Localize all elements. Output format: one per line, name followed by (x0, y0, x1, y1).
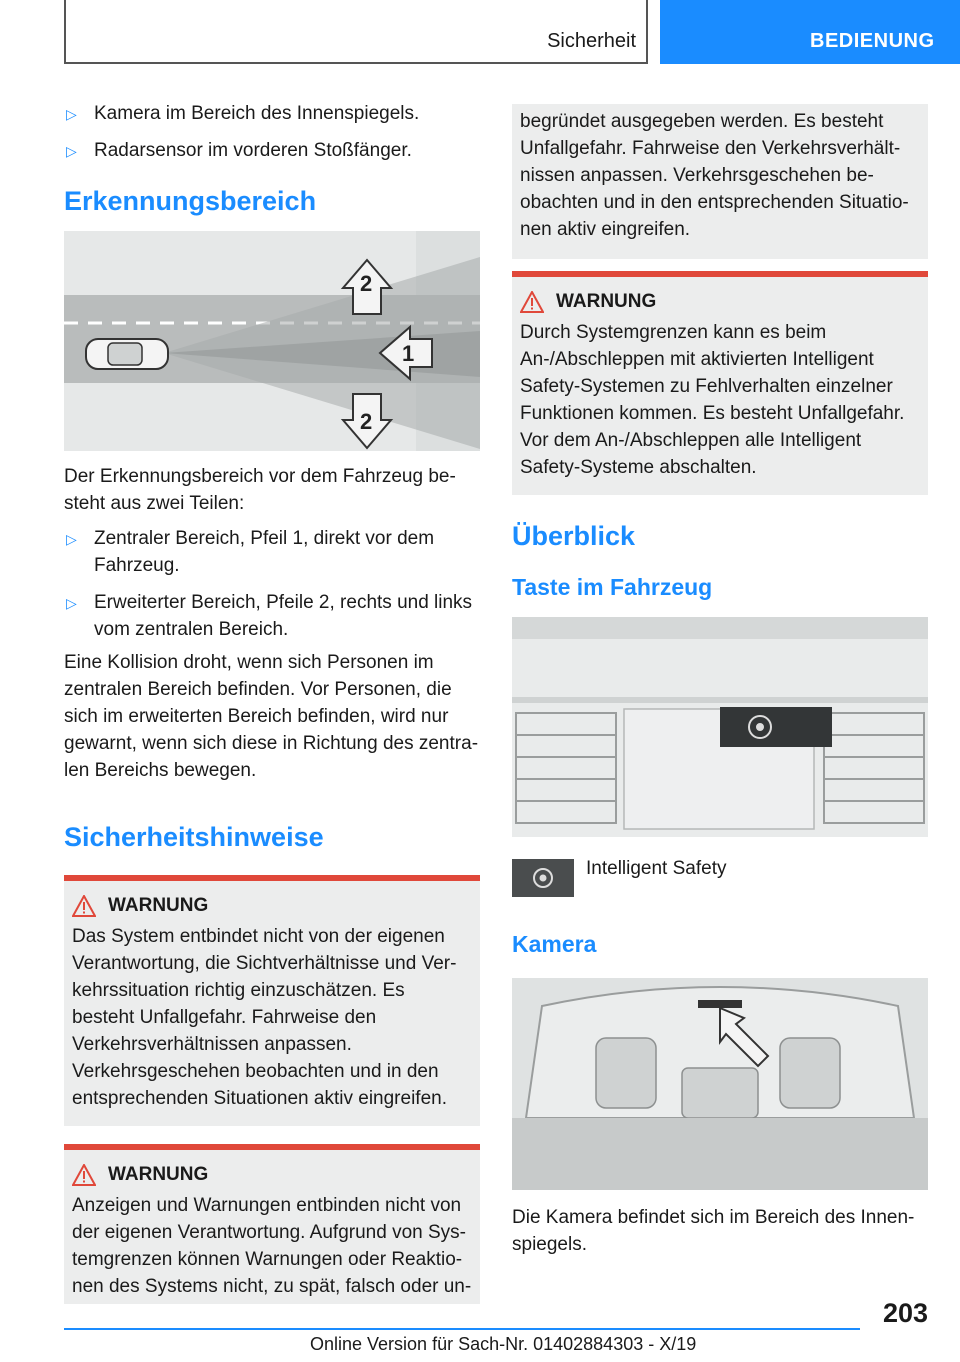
page-number: 203 (882, 1298, 928, 1328)
heading-taste: Taste im Fahrzeug (512, 574, 713, 600)
bullet-triangle-icon: ▷ (66, 531, 77, 547)
heading-erkennungsbereich: Erkennungsbereich (64, 186, 317, 216)
warning-box-2-continued (512, 104, 928, 259)
warning-box-2 (64, 1144, 480, 1304)
heading-sicherheitshinweise: Sicherheitshinweise (64, 822, 324, 852)
warning-triangle-icon (520, 291, 544, 313)
bullet-triangle-icon: ▷ (66, 106, 77, 122)
left-column (64, 100, 480, 1304)
dashboard-illustration (512, 617, 928, 837)
paragraph-collision: Eine Kollision droht, wenn sich Personen im zentralen Bereich befinden. Vor Personen, die sich im erweiterten Bereich befinden, wird nur gewarnt, wenn sich diese in Richtung des zentralen Bereichs bewegen. (64, 652, 479, 781)
warning-title: WARNUNG (108, 895, 209, 916)
section-title: Sicherheit (547, 30, 636, 52)
sensor-list (64, 100, 480, 164)
button-caption: Intelligent Safety (586, 858, 727, 879)
area-list (64, 525, 480, 643)
warning-box-1 (64, 875, 480, 1126)
list-item: ▷ Kamera im Bereich des Innenspiegels. (64, 100, 480, 127)
arrow-label-top: 2 (360, 271, 373, 296)
arrow-label-mid: 1 (402, 341, 415, 366)
list-item: ▷ Erweiterter Bereich, Pfeile 2, rechts und links vom zentralen Bereich. (66, 592, 473, 640)
detection-range-illustration (64, 231, 480, 451)
button-legend (512, 859, 928, 897)
paragraph-kamera: Die Kamera befindet sich im Bereich des Innenspiegels. (512, 1207, 915, 1255)
dashboard-button-photo (512, 617, 928, 837)
footer-text: Online Version für Sach-Nr. 01402884303 - X/19 (310, 1334, 697, 1354)
car-interior-illustration (512, 978, 928, 1190)
chapter-tab[interactable] (660, 0, 960, 64)
paragraph-intro: Der Erkennungsbereich vor dem Fahrzeug besteht aus zwei Teilen: (64, 466, 456, 514)
intelligent-safety-key-icon (512, 859, 574, 897)
chapter-tab-label: BEDIENUNG (810, 30, 935, 52)
detection-range-diagram (64, 231, 480, 451)
footer-divider (64, 1328, 860, 1330)
warning-title: WARNUNG (556, 291, 657, 312)
car-icon (86, 339, 168, 369)
arrow-label-bottom: 2 (360, 409, 373, 434)
right-column (512, 100, 928, 1258)
warning-triangle-icon (72, 1164, 96, 1186)
warning-text-continued: begründet ausgegeben werden. Es besteht Unfallgefahr. Fahrweise den Verkehrsverhältnissen anpassen. Verkehrsgeschehen beobachten und in den entsprechenden Situationen aktiv eingreifen. (520, 111, 909, 240)
warning-text: Anzeigen und Warnungen entbinden nicht von der eigenen Verantwortung. Aufgrund von Systemgrenzen können Warnungen oder Reaktionen des Systems nicht, zu spät, falsch oder un- (72, 1195, 472, 1297)
bullet-triangle-icon: ▷ (66, 143, 77, 159)
warning-triangle-icon (72, 895, 96, 917)
list-item: ▷ Radarsensor im vorderen Stoßfänger. (64, 137, 480, 164)
intelligent-safety-button-icon (720, 707, 832, 747)
warning-text: Das System entbindet nicht von der eigenen Verantwortung, die Sichtverhältnisse und Verkehrssituation richtig einzuschätzen. Es besteht Unfallgefahr. Fahrweise den Verkehrsverhältnissen anpassen. Verkehrsgeschehen beobachten und in den entsprechenden Situationen aktiv eingreifen. (72, 926, 457, 1109)
list-item: ▷ Zentraler Bereich, Pfeil 1, direkt vor dem Fahrzeug. (66, 528, 435, 576)
warning-title: WARNUNG (108, 1164, 209, 1185)
heading-ueberblick: Überblick (512, 521, 636, 551)
bullet-triangle-icon: ▷ (66, 595, 77, 611)
heading-kamera: Kamera (512, 931, 597, 957)
camera-location-photo (512, 978, 928, 1190)
warning-text: Durch Systemgrenzen kann es beim An-/Abschleppen mit aktivierten Intelligent Safety-Systemen zu Fehlverhalten einzelner Funktionen kommen. Es besteht Unfallgefahr. Vor dem An-/Abschleppen alle Intelligent Safety-Systeme abschalten. (520, 322, 905, 478)
warning-box-3 (512, 271, 928, 495)
